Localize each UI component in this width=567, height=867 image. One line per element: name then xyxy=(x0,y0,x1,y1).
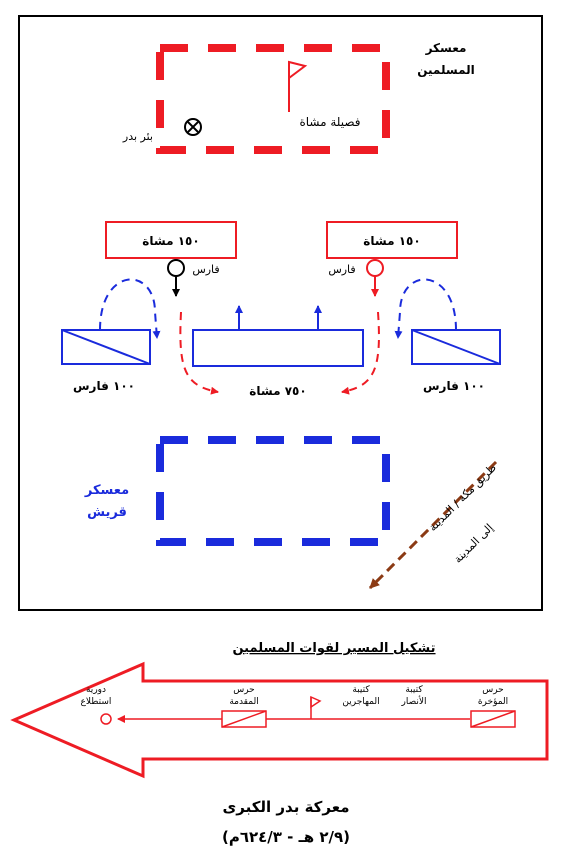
right-cavalry-icon xyxy=(412,330,500,364)
left-horseman-label: فارس xyxy=(192,263,220,276)
ansar-battalion-label-line2: الأنصار xyxy=(401,697,427,707)
badr-well-icon xyxy=(185,119,201,135)
center-infantry-label: ٧٥٠ مشاة xyxy=(249,384,307,398)
badr-well-label: بئر بدر xyxy=(122,130,153,143)
muhajirin-battalion-label-line1: كتيبة xyxy=(352,685,370,695)
flag-icon xyxy=(289,62,305,112)
recon-patrol-label-line1: دورية xyxy=(85,685,107,695)
recon-patrol-icon xyxy=(101,714,111,724)
left-cavalry-icon xyxy=(62,330,150,364)
road-label-1: طريق مكة / المدينة xyxy=(426,461,499,534)
right-infantry-label: ١٥٠ مشاة xyxy=(363,234,421,248)
commander-flag-icon xyxy=(311,697,320,719)
road-label-2: إلى المدينة xyxy=(451,521,496,566)
right-cavalry-label: ١٠٠ فارس xyxy=(423,379,485,393)
muslim-camp-label-line1: معسكر xyxy=(425,41,467,55)
left-cavalry-label: ١٠٠ فارس xyxy=(73,379,135,393)
vanguard-guard-label-line1: حرس xyxy=(233,685,255,695)
formation-title: تشكيل المسير لقوات المسلمين xyxy=(232,641,436,656)
rear-guard-label-line1: حرس xyxy=(482,685,504,695)
formation-arrow-outline xyxy=(14,664,547,776)
center-infantry-box xyxy=(193,330,363,366)
muhajirin-battalion-label-line2: المهاجرين xyxy=(342,697,380,707)
vanguard-guard-label-line2: المقدمة xyxy=(229,697,259,707)
vanguard-guard-icon xyxy=(222,711,266,727)
quraysh-camp-box xyxy=(160,440,386,542)
caption-date: (٢/٩ هـ - ٦٢٤/٣م) xyxy=(221,828,351,846)
caption-title: معركة بدر الكبرى xyxy=(222,798,350,816)
rear-guard-icon xyxy=(471,711,515,727)
quraysh-camp-label-line2: قريش xyxy=(87,505,127,520)
infantry-platoon-label: فصيلة مشاة xyxy=(299,115,361,129)
left-infantry-label: ١٥٠ مشاة xyxy=(142,234,200,248)
map-frame xyxy=(19,16,542,610)
rear-guard-label-line2: المؤخرة xyxy=(477,697,509,707)
ansar-battalion-label-line1: كتيبة xyxy=(405,685,423,695)
muslim-camp-label-line2: المسلمين xyxy=(417,63,475,77)
recon-patrol-label-line2: استطلاع xyxy=(80,697,112,707)
quraysh-camp-label-line1: معسكر xyxy=(84,483,130,498)
right-horseman-label: فارس xyxy=(328,263,356,276)
left-horseman-icon xyxy=(168,260,184,296)
right-horseman-icon xyxy=(367,260,383,296)
